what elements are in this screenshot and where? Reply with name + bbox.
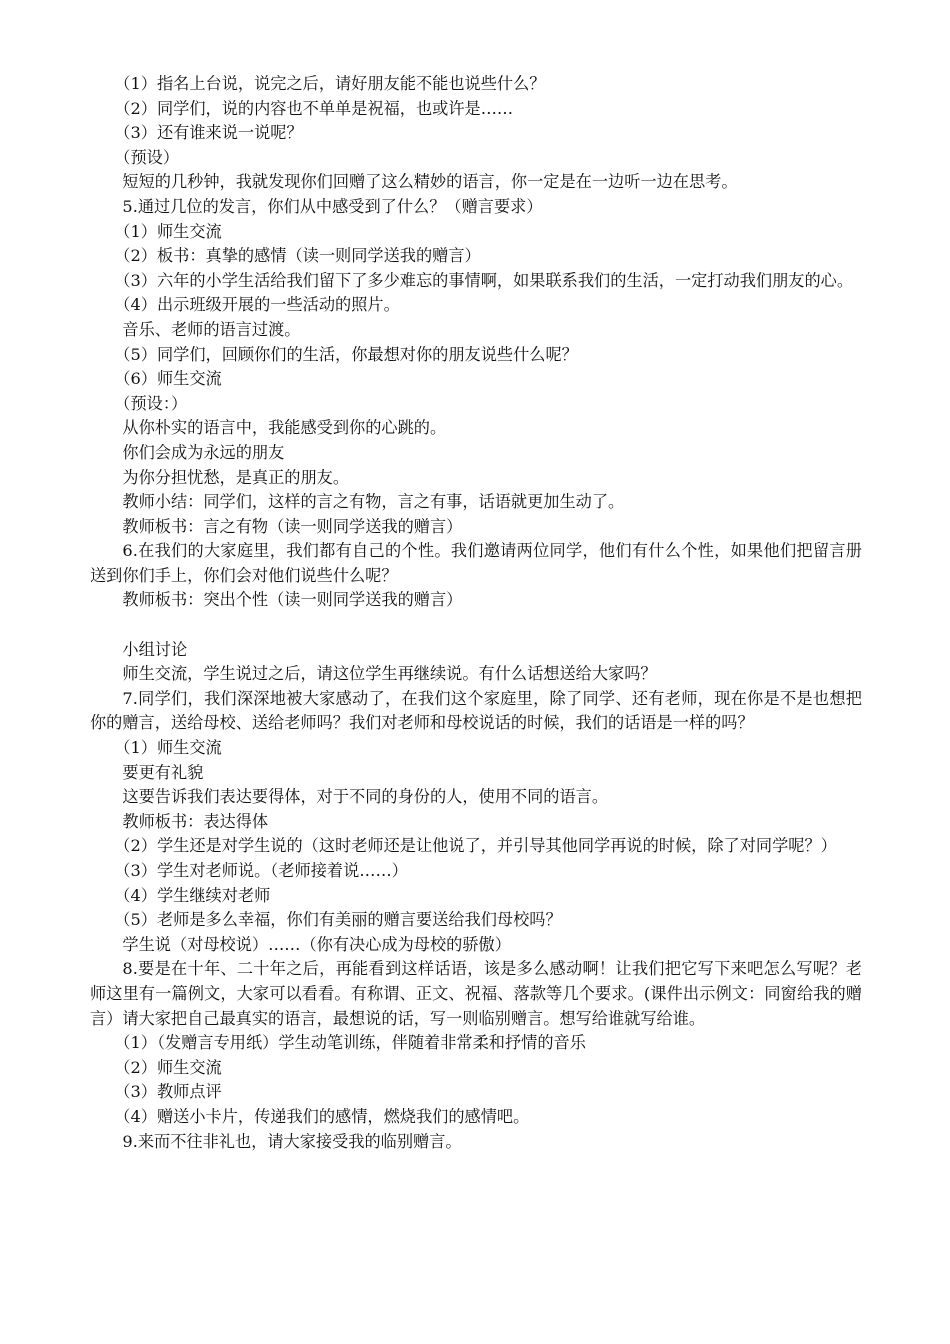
paragraph: 为你分担忧愁，是真正的朋友。 [122,467,350,487]
paragraph: 5.通过几位的发言，你们从中感受到了什么？（赠言要求） [122,196,543,216]
paragraph: 教师板书：表达得体 [122,811,269,831]
paragraph: （3）学生对老师说。（老师接着说……） [114,861,408,880]
paragraph: 小组讨论 [122,639,188,659]
paragraph: 从你朴实的语言中，我能感受到你的心跳的。 [122,418,447,438]
paragraph: 师生交流，学生说过之后，请这位学生再继续说。有什么话想送给大家吗？ [122,664,657,684]
paragraph: （2）学生还是对学生说的（这时老师还是让他说了，并引导其他同学再说的时候，除了对同学呢？） [114,836,837,856]
paragraph: 6.在我们的大家庭里，我们都有自己的个性。我们邀请两位同学，他们有什么个性，如果他们把留言册送到你们手上，你们会对他们说些什么呢？ [90,541,862,585]
paragraph: 音乐、老师的语言过渡。 [122,319,301,339]
paragraph: （6）师生交流 [114,369,222,389]
paragraph: （2）同学们，说的内容也不单单是祝福，也或许是…… [114,98,514,118]
paragraph: （预设） [114,147,180,167]
paragraph: 教师板书：突出个性（读一则同学送我的赠言） [122,590,463,610]
paragraph: （2）师生交流 [114,1057,222,1077]
paragraph: （3）还有谁来说一说呢？ [114,123,303,143]
paragraph: （预设：） [114,393,188,413]
paragraph: （3）教师点评 [114,1082,222,1102]
paragraph: 9.来而不往非礼也，请大家接受我的临别赠言。 [122,1131,462,1151]
document-page [90,72,862,1154]
paragraph: （4）赠送小卡片，传递我们的感情，燃烧我们的感情吧。 [114,1106,530,1126]
paragraph: 你们会成为永远的朋友 [122,442,285,462]
paragraph: （4）学生继续对老师 [114,885,271,905]
paragraph: 短短的几秒钟，我就发现你们回赠了这么精妙的语言，你一定是在一边听一边在思考。 [122,172,738,192]
paragraph: 8.要是在十年、二十年之后，再能看到这样话语，该是多么感动啊！让我们把它写下来吧怎么写呢？老师这里有一篇例文，大家可以看看。有称谓、正文、祝福、落款等几个要求。(课件出示例文：同窗给我的赠言）请大家把自己最真实的语言，最想说的话，写一则临别赠言。想写给谁就写给谁。 [90,959,862,1028]
paragraph: 学生说（对母校说）……（你有决心成为母校的骄傲） [122,934,511,954]
paragraph: 这要告诉我们表达要得体，对于不同的身份的人，使用不同的语言。 [122,787,609,807]
paragraph: （5）老师是多么幸福，你们有美丽的赠言要送给我们母校吗？ [114,910,562,930]
paragraph: （1）师生交流 [114,221,222,241]
paragraph: （1）师生交流 [114,738,222,758]
paragraph: （1）指名上台说，说完之后，请好朋友能不能也说些什么？ [114,74,546,93]
paragraph: （4）出示班级开展的一些活动的照片。 [114,295,400,315]
paragraph: 教师板书：言之有物（读一则同学送我的赠言） [122,516,463,536]
paragraph: 教师小结：同学们，这样的言之有物，言之有事，话语就更加生动了。 [122,492,625,512]
paragraph: （2）板书：真挚的感情（读一则同学送我的赠言） [114,246,481,266]
paragraph: （3）六年的小学生活给我们留下了多少难忘的事情啊，如果联系我们的生活，一定打动我们朋友的心。 [114,270,854,290]
paragraph: 7.同学们，我们深深地被大家感动了，在我们这个家庭里，除了同学、还有老师，现在你是不是也想把你的赠言，送给母校、送给老师吗？我们对老师和母校说话的时候，我们的话语是一样的吗？ [90,688,862,733]
paragraph: （1）（发赠言专用纸）学生动笔训练，伴随着非常柔和抒情的音乐 [114,1033,586,1053]
paragraph: （5）同学们，回顾你们的生活，你最想对你的朋友说些什么呢？ [114,344,578,364]
paragraph: 要更有礼貌 [122,762,204,782]
blank-line [90,613,862,638]
